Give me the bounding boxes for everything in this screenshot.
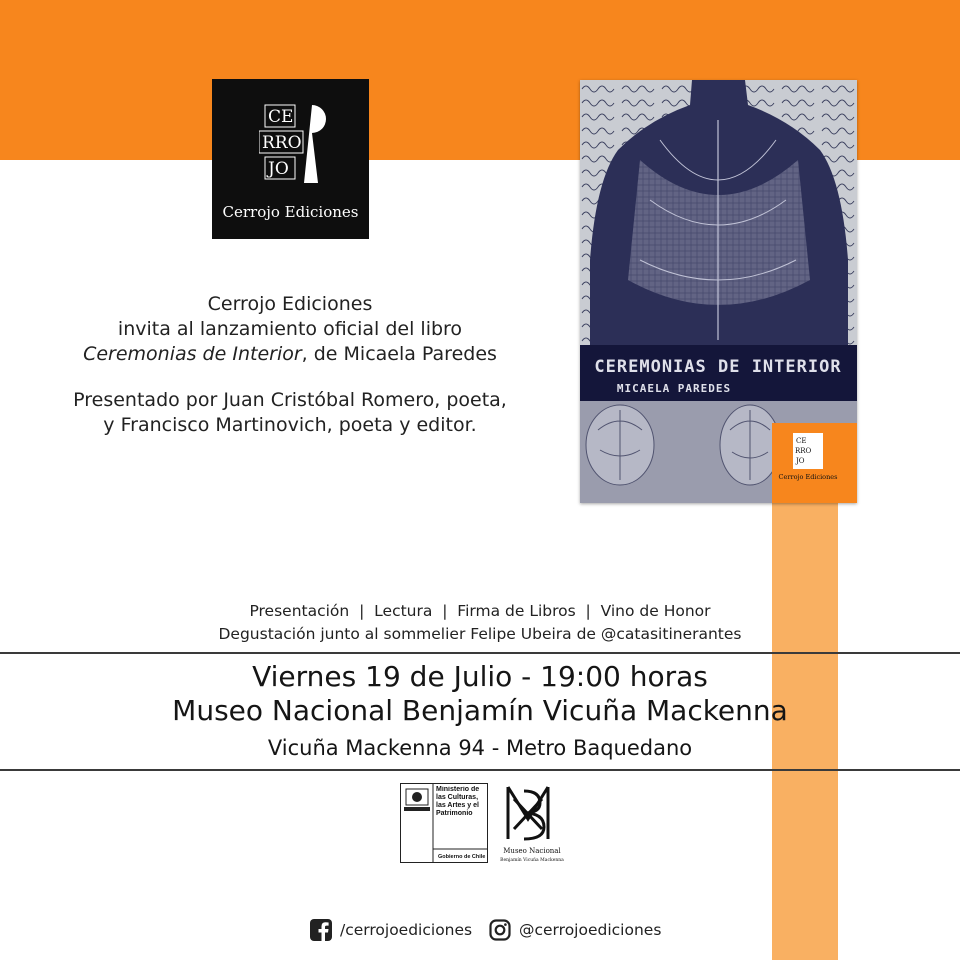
museum-subname: Benjamín Vicuña Mackenna	[500, 858, 564, 863]
cover-logo-name: Cerrojo Ediciones	[778, 473, 838, 481]
book-cover	[580, 80, 857, 503]
facebook-handle: /cerrojoediciones	[340, 921, 473, 939]
publisher-logo	[212, 79, 369, 239]
logo-mark-line-1: CE	[268, 107, 294, 127]
invitation-publisher: Cerrojo Ediciones	[207, 293, 373, 315]
museum-logo	[500, 783, 564, 865]
logo-mark-line-2: RRO	[262, 133, 302, 153]
cover-logo-line-1: CE	[796, 437, 807, 445]
ministry-crest-icon	[400, 783, 488, 863]
ministry-logo	[400, 783, 488, 863]
instagram-link[interactable]	[489, 919, 661, 941]
ministry-name: Ministerio de las Culturas, las Artes y el Patrimonio	[436, 786, 480, 817]
facebook-link[interactable]	[310, 919, 472, 941]
instagram-handle: @cerrojoediciones	[519, 921, 662, 939]
cover-logo-line-3: JO	[796, 457, 805, 465]
book-title-italic: Ceremonias de Interior	[83, 343, 302, 365]
cover-logo-line-2: RRO	[795, 447, 812, 455]
facebook-icon	[310, 919, 332, 941]
tasting-line: Degustación junto al sommelier Felipe Ubeira de @catasitinerantes	[218, 625, 742, 643]
invitation-text	[20, 292, 560, 438]
author-suffix: , de Micaela Paredes	[301, 343, 497, 365]
logo-mark-line-3: JO	[268, 159, 289, 179]
event-details	[0, 660, 960, 763]
ministry-footer: Gobierno de Chile	[438, 854, 486, 860]
book-cover-art	[580, 80, 857, 503]
divider-top	[0, 652, 960, 654]
logo-name: Cerrojo Ediciones	[222, 203, 359, 221]
cerrojo-keyhole-logo-icon	[259, 101, 337, 187]
event-date: Viernes 19 de Julio - 19:00 horas	[252, 660, 708, 693]
museum-name: Museo Nacional	[503, 847, 561, 855]
invitation-line: invita al lanzamiento oficial del libro	[117, 318, 463, 340]
presenters-line-2: y Francisco Martinovich, poeta y editor.	[103, 414, 477, 436]
cover-title: CEREMONIAS DE INTERIOR	[594, 357, 842, 377]
event-venue: Museo Nacional Benjamín Vicuña Mackenna	[172, 694, 788, 727]
cover-author: MICAELA PAREDES	[616, 382, 732, 395]
invitation-book-line	[20, 342, 560, 367]
instagram-icon	[489, 919, 511, 941]
activities-text	[160, 600, 800, 646]
museum-monogram-icon	[500, 783, 564, 865]
divider-bottom	[0, 769, 960, 771]
activities-list: Presentación | Lectura | Firma de Libros | Vino de Honor	[249, 602, 711, 620]
event-address: Vicuña Mackenna 94 - Metro Baquedano	[267, 736, 693, 760]
presenters-line-1: Presentado por Juan Cristóbal Romero, poeta,	[73, 389, 507, 411]
